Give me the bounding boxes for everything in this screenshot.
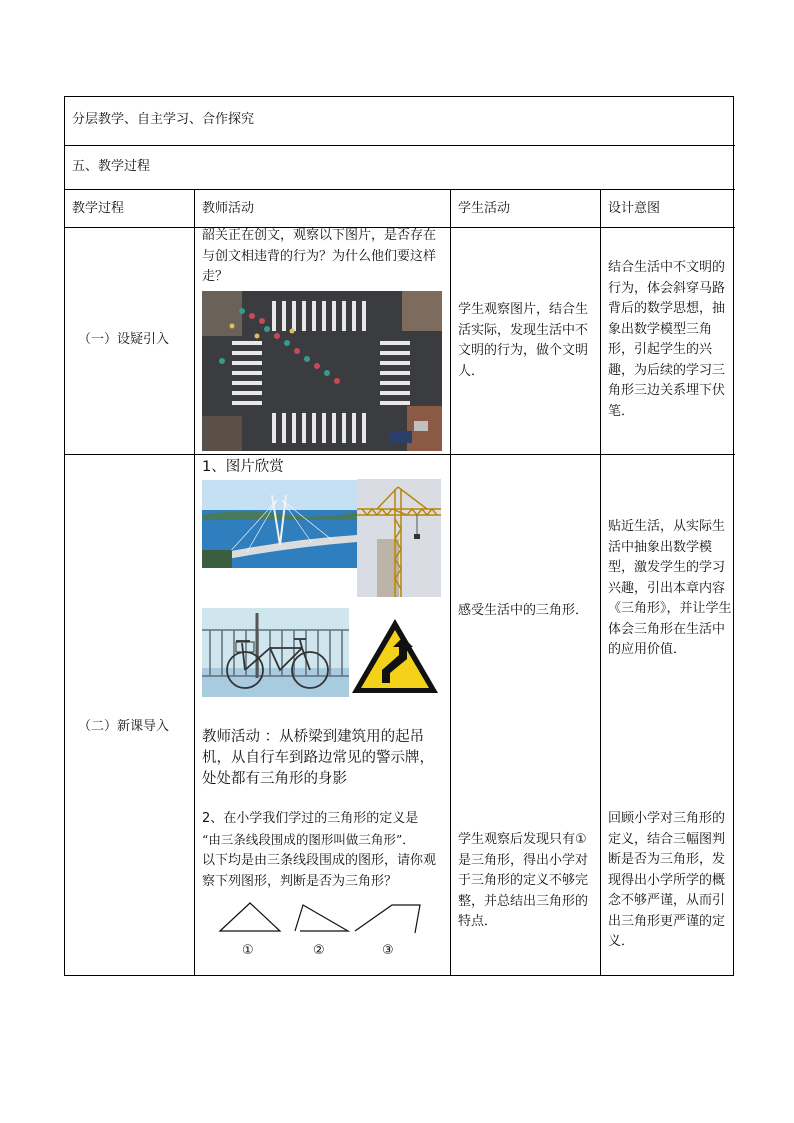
row-divider (65, 189, 735, 190)
stage1-intent-text: 结合生活中不文明的行为，体会斜穿马路背后的数学思想，抽象出数学模型三角形，引起学生的兴趣，为后续的学习三角形三边关系埋下伏笔． (608, 260, 726, 419)
figure-label-1: ① (242, 943, 254, 958)
bridge-photo (202, 480, 357, 568)
section-title: 五、教学过程 (72, 159, 151, 174)
stage1-teacher-text: 韶关正在创文，观察以下图片，是否存在与创文相违背的行为？为什么他们要这样走？ (202, 228, 437, 284)
row-divider (65, 454, 735, 455)
header-student: 学生活动 (458, 201, 511, 216)
bicycle-photo (202, 608, 349, 697)
figure-label-2: ② (313, 943, 325, 958)
crosswalk-photo (202, 291, 442, 451)
header-intent: 设计意图 (608, 201, 661, 216)
col-divider (600, 189, 601, 975)
stage2-definition-quote: “由三条线段围成的图形叫做三角形”． (202, 832, 415, 847)
stage2-question-line1: 2、在小学我们学过的三角形的定义是 (202, 811, 419, 826)
stage2-teacher-heading: 1、图片欣赏 (202, 459, 284, 475)
row-divider (65, 145, 735, 146)
triangle-figures (210, 893, 440, 939)
figure-2-open-shape (295, 905, 348, 931)
figure-1-closed-triangle (220, 903, 280, 931)
figure-label-3: ③ (382, 943, 394, 958)
crane-photo (357, 479, 441, 597)
stage2-student-text-1: 感受生活中的三角形． (458, 603, 589, 618)
stage1-name: （一）设疑引入 (78, 332, 170, 347)
figure-3-open-shape (355, 905, 420, 933)
header-process: 教学过程 (72, 201, 125, 216)
stage2-question-text: 以下均是由三条线段围成的图形，请你观察下列图形，判断是否为三角形？ (202, 853, 437, 889)
stage2-student-text-2: 学生观察后发现只有①是三角形，得出小学对于三角形的定义不够完整，并总结出三角形的特点． (458, 832, 589, 929)
header-teacher: 教师活动 (202, 201, 255, 216)
warning-sign-photo (349, 615, 441, 697)
stage2-name: （二）新课导入 (78, 719, 170, 734)
stage2-intent-text-2: 回顾小学对三角形的定义，结合三幅图判断是否为三角形，发现得出小学所学的概念不够严谨，从而引出三角形更严谨的定义． (608, 811, 726, 949)
stage2-intent-text-1: 贴近生活，从实际生活中抽象出数学模型，激发学生的学习兴趣，引出本章内容《三角形》，并让学生体会三角形在生活中的应用价值． (608, 519, 732, 657)
stage1-student-text: 学生观察图片，结合生活实际，发现生活中不文明的行为，做个文明人． (458, 302, 589, 379)
col-divider (194, 189, 195, 975)
teaching-method-row: 分层教学、自主学习、合作探究 (72, 112, 255, 127)
stage2-teacher-note: 教师活动 ：从桥梁到建筑用的起吊机，从自行车到路边常见的警示牌，处处都有三角形的身影 (202, 729, 434, 787)
col-divider (450, 189, 451, 975)
